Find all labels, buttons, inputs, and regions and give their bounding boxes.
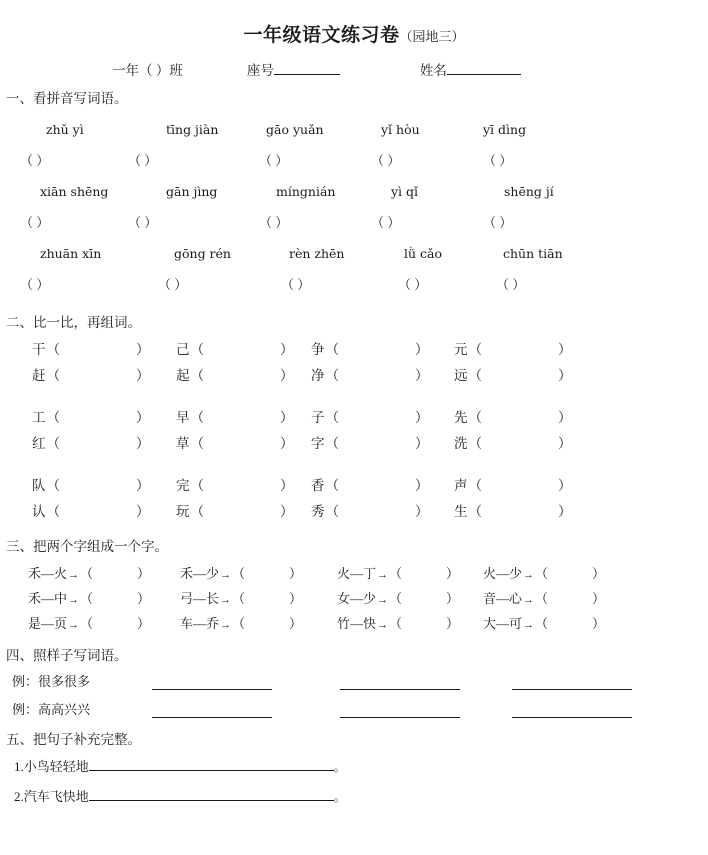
open-paren: （: [46, 436, 60, 451]
compare-cell[interactable]: [311, 499, 429, 525]
close-paren: ）: [136, 504, 150, 519]
close-paren: ）: [280, 368, 294, 383]
compare-cell[interactable]: [454, 473, 572, 499]
answer-blank[interactable]: （ ）: [20, 277, 50, 292]
compare-row: [6, 337, 708, 363]
answer-blank[interactable]: （ ）: [281, 277, 311, 292]
combine-parts: 车—乔: [180, 616, 220, 631]
page-title-sub: （园地三）: [399, 29, 465, 44]
arrow-icon: →: [377, 619, 389, 631]
compare-char: 起: [176, 368, 190, 383]
page-title: [0, 0, 708, 45]
compare-char: 己: [176, 342, 190, 357]
open-paren: （: [389, 566, 403, 581]
close-paren: ）: [136, 478, 150, 493]
compare-char: 子: [311, 410, 325, 425]
combine-body: [0, 561, 708, 636]
sentence-blank[interactable]: [89, 757, 334, 771]
example-blank[interactable]: [152, 717, 272, 718]
example-label: 例：高高兴兴: [12, 702, 91, 717]
open-paren: （: [325, 368, 339, 383]
compare-cell[interactable]: [454, 499, 572, 525]
section-two-heading: 二、比一比，再组词。: [6, 315, 141, 330]
combine-item[interactable]: [28, 561, 150, 588]
pinyin-row: [6, 239, 708, 269]
close-paren: ）: [136, 342, 150, 357]
pinyin-word: gāo yuǎn: [266, 122, 324, 137]
answer-blank[interactable]: （ ）: [20, 153, 50, 168]
compare-cell[interactable]: [32, 499, 150, 525]
sentence-period: 。: [333, 790, 346, 804]
open-paren: （: [325, 342, 339, 357]
open-paren: （: [535, 616, 549, 631]
compare-row: [6, 473, 708, 499]
open-paren: （: [325, 478, 339, 493]
compare-char: 干: [32, 342, 46, 357]
combine-row: [0, 611, 708, 636]
close-paren: ）: [558, 342, 572, 357]
student-info-row: [0, 59, 708, 79]
combine-item[interactable]: [483, 586, 605, 613]
compare-cell[interactable]: [311, 337, 429, 363]
close-paren: ）: [415, 368, 429, 383]
open-paren: （: [232, 566, 246, 581]
compare-cell[interactable]: [311, 363, 429, 389]
compare-char: 队: [32, 478, 46, 493]
pinyin-word: yǐ hòu: [381, 122, 420, 137]
open-paren: （: [389, 591, 403, 606]
sentence-period: 。: [333, 760, 346, 774]
open-paren: （: [190, 436, 204, 451]
compare-cell[interactable]: [32, 473, 150, 499]
combine-item[interactable]: [180, 561, 302, 588]
sentence-prompt: 2.汽车飞快地: [14, 789, 89, 804]
close-paren: ）: [558, 436, 572, 451]
close-paren: ）: [446, 591, 460, 606]
example-blank[interactable]: [512, 689, 632, 690]
close-paren: ）: [592, 566, 606, 581]
example-blank[interactable]: [340, 689, 460, 690]
open-paren: （: [468, 368, 482, 383]
arrow-icon: →: [523, 594, 535, 606]
section-one-heading: 一、看拼音写词语。: [6, 91, 128, 106]
combine-parts: 火—少: [483, 566, 523, 581]
answer-blank[interactable]: （ ）: [483, 215, 513, 230]
compare-cell[interactable]: [32, 363, 150, 389]
open-paren: （: [389, 616, 403, 631]
combine-item[interactable]: [337, 561, 459, 588]
compare-char: 赶: [32, 368, 46, 383]
pinyin-word: rèn zhēn: [289, 246, 345, 261]
compare-cell[interactable]: [176, 337, 294, 363]
combine-parts: 音—心: [483, 591, 523, 606]
section-three-heading: 三、把两个字组成一个字。: [6, 539, 168, 554]
close-paren: ）: [136, 436, 150, 451]
answer-blank[interactable]: （ ）: [128, 215, 158, 230]
close-paren: ）: [280, 410, 294, 425]
close-paren: ）: [136, 368, 150, 383]
open-paren: （: [46, 410, 60, 425]
compare-char: 生: [454, 504, 468, 519]
combine-parts: 女—少: [337, 591, 377, 606]
compare-cell[interactable]: [176, 499, 294, 525]
compare-char: 先: [454, 410, 468, 425]
open-paren: （: [46, 478, 60, 493]
arrow-icon: →: [68, 619, 80, 631]
open-paren: （: [80, 616, 94, 631]
close-paren: ）: [558, 368, 572, 383]
combine-parts: 禾—火: [28, 566, 68, 581]
section-four-heading: 四、照样子写词语。: [6, 648, 128, 663]
combine-row: [0, 561, 708, 586]
example-row: [0, 696, 708, 724]
arrow-icon: →: [220, 619, 232, 631]
answer-blank[interactable]: （ ）: [128, 153, 158, 168]
compare-cell[interactable]: [454, 363, 572, 389]
open-paren: （: [535, 566, 549, 581]
combine-parts: 大—可: [483, 616, 523, 631]
pinyin-word: chūn tiān: [503, 246, 563, 261]
close-paren: ）: [446, 566, 460, 581]
pinyin-word: gōng rén: [174, 246, 231, 261]
answer-blank[interactable]: （ ）: [20, 215, 50, 230]
open-paren: （: [190, 368, 204, 383]
compare-group: [0, 405, 708, 457]
compare-group: [0, 473, 708, 525]
compare-cell[interactable]: [311, 473, 429, 499]
sentence-blank[interactable]: [89, 787, 334, 801]
pinyin-word: tīng jiàn: [166, 122, 219, 137]
compare-cell[interactable]: [176, 431, 294, 457]
name-blank[interactable]: [447, 61, 521, 75]
sentence-row: [0, 752, 708, 782]
close-paren: ）: [137, 616, 151, 631]
section-five-heading: 五、把句子补充完整。: [6, 732, 141, 747]
close-paren: ）: [415, 478, 429, 493]
compare-char: 草: [176, 436, 190, 451]
compare-char: 洗: [454, 436, 468, 451]
compare-char: 秀: [311, 504, 325, 519]
open-paren: （: [232, 591, 246, 606]
compare-char: 元: [454, 342, 468, 357]
pinyin-word: xiān shēng: [40, 184, 109, 199]
example-blank[interactable]: [340, 717, 460, 718]
section-one-body: [0, 115, 708, 301]
arrow-icon: →: [68, 594, 80, 606]
arrow-icon: →: [377, 569, 389, 581]
compare-char: 认: [32, 504, 46, 519]
open-paren: （: [468, 342, 482, 357]
compare-cell[interactable]: [32, 431, 150, 457]
pinyin-word: zhuān xīn: [40, 246, 102, 261]
combine-parts: 弓—长: [180, 591, 220, 606]
combine-item[interactable]: [483, 561, 605, 588]
close-paren: ）: [415, 410, 429, 425]
pinyin-word: lǜ cǎo: [404, 246, 443, 261]
open-paren: （: [46, 368, 60, 383]
combine-parts: 禾—少: [180, 566, 220, 581]
compare-char: 香: [311, 478, 325, 493]
combine-parts: 火—丁: [337, 566, 377, 581]
answer-blank[interactable]: （ ）: [398, 277, 428, 292]
combine-parts: 禾—中: [28, 591, 68, 606]
compare-char: 工: [32, 410, 46, 425]
answer-blank[interactable]: （ ）: [371, 215, 401, 230]
compare-row: [6, 499, 708, 525]
combine-item[interactable]: [28, 611, 150, 638]
compare-char: 完: [176, 478, 190, 493]
compare-char: 字: [311, 436, 325, 451]
close-paren: ）: [289, 616, 303, 631]
arrow-icon: →: [523, 569, 535, 581]
compare-cell[interactable]: [176, 473, 294, 499]
close-paren: ）: [558, 478, 572, 493]
pinyin-row: [6, 115, 708, 145]
combine-item[interactable]: [180, 611, 302, 638]
compare-row: [6, 363, 708, 389]
open-paren: （: [190, 342, 204, 357]
pinyin-word: yì qǐ: [391, 184, 419, 199]
compare-char: 争: [311, 342, 325, 357]
compare-cell[interactable]: [454, 337, 572, 363]
name-label: 姓名: [419, 63, 447, 78]
example-body: [0, 668, 708, 724]
combine-item[interactable]: [337, 611, 459, 638]
arrow-icon: →: [220, 594, 232, 606]
compare-row: [6, 405, 708, 431]
example-blank[interactable]: [152, 689, 272, 690]
answer-blank[interactable]: （ ）: [483, 153, 513, 168]
open-paren: （: [535, 591, 549, 606]
answer-blank[interactable]: （ ）: [158, 277, 188, 292]
class-field-label: 一年（ ）班: [112, 63, 183, 78]
close-paren: ）: [592, 591, 606, 606]
combine-parts: 是—页: [28, 616, 68, 631]
example-blank[interactable]: [512, 717, 632, 718]
open-paren: （: [325, 436, 339, 451]
combine-item[interactable]: [28, 586, 150, 613]
arrow-icon: →: [68, 569, 80, 581]
sentence-body: [0, 752, 708, 812]
combine-parts: 竹—快: [337, 616, 377, 631]
page-title-main: 一年级语文练习卷: [243, 25, 400, 46]
compare-cell[interactable]: [454, 405, 572, 431]
close-paren: ）: [415, 504, 429, 519]
arrow-icon: →: [220, 569, 232, 581]
sentence-row: [0, 782, 708, 812]
answer-paren-row: [6, 145, 708, 177]
compare-char: 红: [32, 436, 46, 451]
compare-char: 远: [454, 368, 468, 383]
answer-blank[interactable]: （ ）: [496, 277, 526, 292]
close-paren: ）: [289, 566, 303, 581]
arrow-icon: →: [523, 619, 535, 631]
open-paren: （: [80, 591, 94, 606]
close-paren: ）: [558, 504, 572, 519]
sentence-prompt: 1.小鸟轻轻地: [14, 759, 89, 774]
open-paren: （: [46, 504, 60, 519]
close-paren: ）: [137, 566, 151, 581]
open-paren: （: [190, 478, 204, 493]
arrow-icon: →: [377, 594, 389, 606]
pinyin-word: gān jìng: [166, 184, 218, 199]
compare-char: 早: [176, 410, 190, 425]
close-paren: ）: [289, 591, 303, 606]
close-paren: ）: [446, 616, 460, 631]
compare-cell[interactable]: [454, 431, 572, 457]
close-paren: ）: [280, 436, 294, 451]
open-paren: （: [468, 478, 482, 493]
pinyin-word: míngnián: [276, 184, 336, 199]
combine-item[interactable]: [483, 611, 605, 638]
open-paren: （: [468, 504, 482, 519]
compare-char: 净: [311, 368, 325, 383]
example-label: 例：很多很多: [12, 674, 91, 689]
answer-blank[interactable]: （ ）: [259, 215, 289, 230]
open-paren: （: [325, 410, 339, 425]
pinyin-row: [6, 177, 708, 207]
compare-group: [0, 337, 708, 389]
close-paren: ）: [415, 342, 429, 357]
compare-cell[interactable]: [32, 337, 150, 363]
close-paren: ）: [280, 504, 294, 519]
open-paren: （: [190, 410, 204, 425]
combine-item[interactable]: [337, 586, 459, 613]
compare-cell[interactable]: [311, 405, 429, 431]
open-paren: （: [325, 504, 339, 519]
combine-row: [0, 586, 708, 611]
compare-cell[interactable]: [176, 405, 294, 431]
open-paren: （: [468, 436, 482, 451]
compare-cell[interactable]: [176, 363, 294, 389]
example-row: [0, 668, 708, 696]
combine-item[interactable]: [180, 586, 302, 613]
answer-blank[interactable]: （ ）: [259, 153, 289, 168]
answer-paren-row: [6, 269, 708, 301]
open-paren: （: [190, 504, 204, 519]
compare-char: 声: [454, 478, 468, 493]
close-paren: ）: [415, 436, 429, 451]
open-paren: （: [468, 410, 482, 425]
pinyin-word: zhǔ yì: [46, 122, 84, 137]
open-paren: （: [80, 566, 94, 581]
close-paren: ）: [558, 410, 572, 425]
close-paren: ）: [280, 342, 294, 357]
seat-number-blank[interactable]: [274, 61, 340, 75]
close-paren: ）: [137, 591, 151, 606]
open-paren: （: [46, 342, 60, 357]
pinyin-word: yī dìng: [483, 122, 527, 137]
pinyin-word: shēng jí: [504, 184, 554, 199]
compare-row: [6, 431, 708, 457]
answer-blank[interactable]: （ ）: [371, 153, 401, 168]
close-paren: ）: [592, 616, 606, 631]
compare-cell[interactable]: [32, 405, 150, 431]
compare-char: 玩: [176, 504, 190, 519]
compare-cell[interactable]: [311, 431, 429, 457]
open-paren: （: [232, 616, 246, 631]
close-paren: ）: [136, 410, 150, 425]
answer-paren-row: [6, 207, 708, 239]
close-paren: ）: [280, 478, 294, 493]
seat-number-label: 座号: [246, 63, 274, 78]
